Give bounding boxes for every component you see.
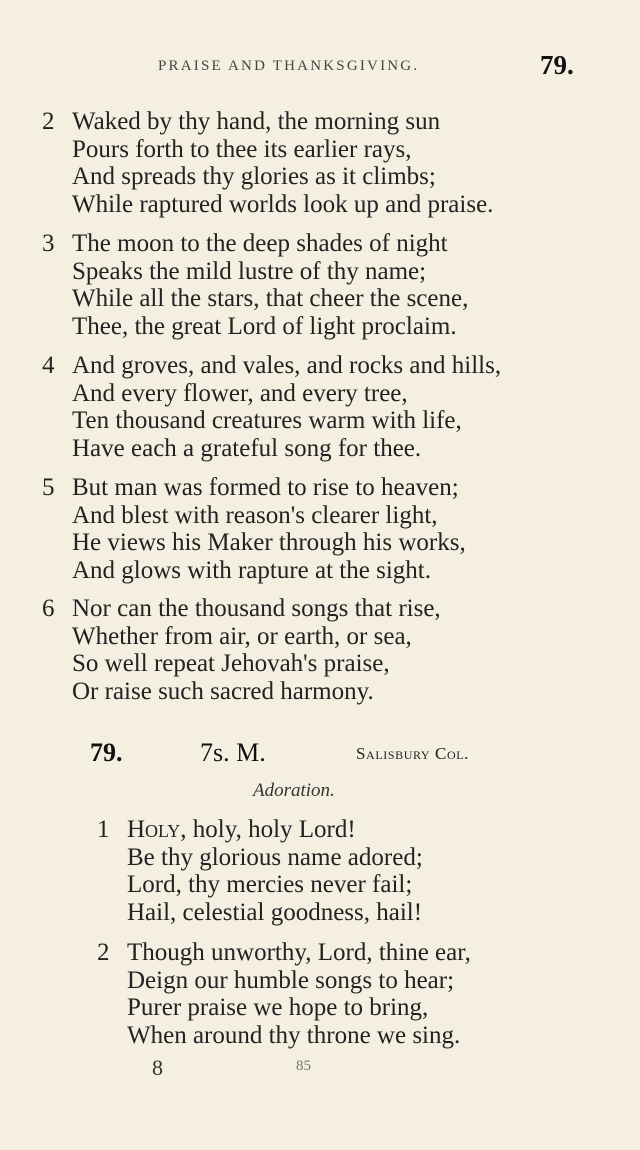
verse-line: Purer praise we hope to bring, bbox=[127, 994, 429, 1021]
hymn-stanza-1 bbox=[97, 816, 423, 926]
stanza-6 bbox=[42, 595, 441, 705]
verse-line: Though unworthy, Lord, thine ear, bbox=[127, 939, 471, 966]
verse-line: Thee, the great Lord of light proclaim. bbox=[72, 312, 457, 340]
verse-line: Deign our humble songs to hear; bbox=[127, 966, 455, 994]
verse-line: He views his Maker through his works, bbox=[72, 529, 466, 556]
verse-line: And spreads thy glories as it climbs; bbox=[72, 163, 436, 190]
verse-line: Pours forth to thee its earlier rays, bbox=[72, 135, 412, 163]
running-title: PRAISE AND THANKSGIVING. bbox=[158, 58, 420, 74]
verse-line: Speaks the mild lustre of thy name; bbox=[72, 257, 427, 285]
stanza-2 bbox=[42, 108, 494, 218]
stanza-number: 2 bbox=[42, 108, 55, 135]
verse-line: The moon to the deep shades of night bbox=[72, 230, 448, 257]
verse-line: Hail, celestial goodness, hail! bbox=[127, 898, 423, 926]
stanza-number: 2 bbox=[97, 939, 110, 966]
signature-mark: 8 bbox=[152, 1055, 163, 1080]
verse-line: While all the stars, that cheer the scene, bbox=[72, 285, 469, 312]
stanza-5 bbox=[42, 474, 466, 584]
stanza-4 bbox=[42, 352, 502, 462]
verse-line: Have each a grateful song for thee. bbox=[72, 434, 422, 462]
page-number: 85 bbox=[296, 1058, 311, 1074]
hymn-meter: 7s. M. bbox=[200, 738, 266, 767]
verse-line bbox=[127, 816, 423, 844]
verse-line: And every flower, and every tree, bbox=[72, 379, 408, 407]
stanza-number: 4 bbox=[42, 352, 55, 379]
stanza-3 bbox=[42, 230, 469, 340]
verse-line: Whether from air, or earth, or sea, bbox=[72, 622, 412, 650]
verse-line: And blest with reason's clearer light, bbox=[72, 501, 438, 529]
stanza-number: 6 bbox=[42, 595, 55, 622]
verse-line: And glows with rapture at the sight. bbox=[72, 556, 431, 584]
verse-line: Nor can the thousand songs that rise, bbox=[72, 595, 441, 622]
stanza-number: 3 bbox=[42, 230, 55, 257]
verse-line: Waked by thy hand, the morning sun bbox=[72, 108, 441, 135]
hymn-heading bbox=[0, 738, 640, 778]
verse-line: So well repeat Jehovah's praise, bbox=[72, 650, 390, 677]
stanza-number: 1 bbox=[97, 816, 110, 843]
first-word: Holy, bbox=[127, 816, 187, 843]
tune-name: Salisbury Col. bbox=[356, 744, 470, 763]
hymn-number: 79. bbox=[90, 738, 123, 767]
header-hymn-number: 79. bbox=[540, 50, 574, 80]
verse-line: Or raise such sacred harmony. bbox=[72, 677, 374, 705]
hymn-subtitle: Adoration. bbox=[253, 780, 335, 801]
verse-line: Ten thousand creatures warm with life, bbox=[72, 407, 462, 434]
first-line-rest: holy, holy Lord! bbox=[186, 816, 356, 843]
verse-line: Lord, thy mercies never fail; bbox=[127, 871, 413, 898]
stanza-number: 5 bbox=[42, 474, 55, 501]
page-header bbox=[0, 52, 640, 88]
verse-line: And groves, and vales, and rocks and hills, bbox=[72, 352, 502, 379]
hymn-stanza-2 bbox=[97, 939, 471, 1049]
verse-line: But man was formed to rise to heaven; bbox=[72, 474, 459, 501]
verse-line: Be thy glorious name adored; bbox=[127, 843, 423, 871]
verse-line: While raptured worlds look up and praise. bbox=[72, 190, 494, 218]
verse-line: When around thy throne we sing. bbox=[127, 1021, 461, 1049]
